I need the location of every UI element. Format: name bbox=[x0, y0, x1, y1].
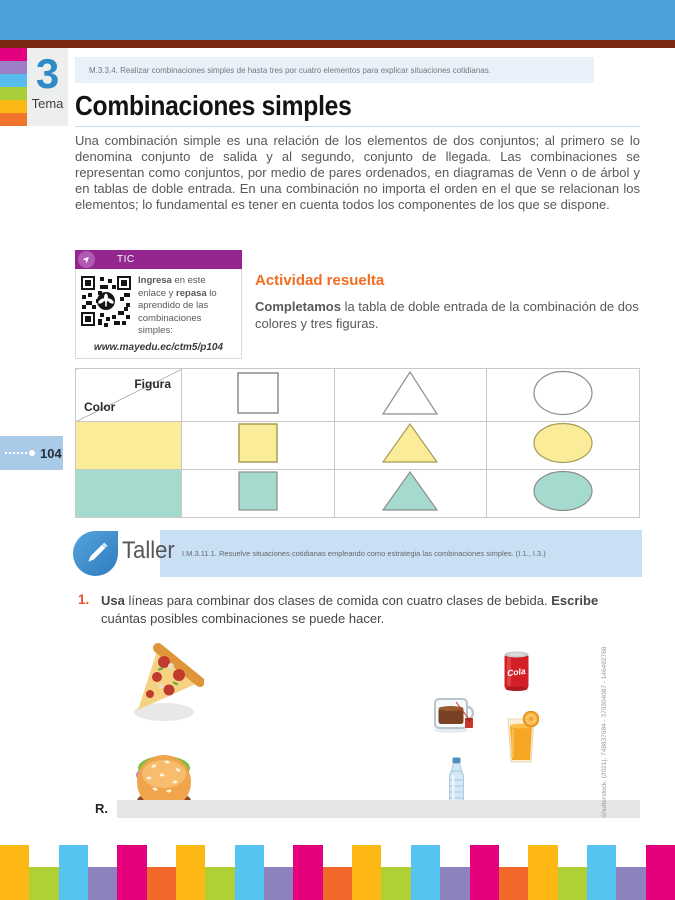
top-blue-band bbox=[0, 0, 675, 40]
curriculum-standard-box bbox=[75, 57, 594, 83]
footer-bar-green bbox=[381, 867, 410, 900]
header-circle-cell bbox=[487, 369, 640, 422]
double-entry-table bbox=[75, 368, 640, 518]
exercise-number: 1. bbox=[78, 592, 90, 607]
teal-triangle-icon bbox=[381, 470, 439, 512]
maroon-band bbox=[0, 40, 675, 48]
photo-credit: Shutterstock, (2021), 748837684 - 370304087 - 146492768 bbox=[601, 646, 608, 818]
taller-label: Taller bbox=[122, 537, 175, 564]
tic-label: TIC bbox=[117, 254, 135, 265]
footer-bar-sky-blue bbox=[235, 845, 264, 900]
teal-square-icon bbox=[237, 471, 279, 511]
answer-label: R. bbox=[95, 801, 108, 816]
tea-icon[interactable] bbox=[430, 694, 478, 734]
tema-strip-square-yellow bbox=[0, 100, 27, 113]
tema-strip-square-purple bbox=[0, 61, 27, 74]
tema-strip-square-sky-blue bbox=[0, 74, 27, 87]
yellow-square-cell bbox=[182, 422, 335, 470]
tic-header bbox=[75, 250, 242, 269]
cola-can-icon[interactable] bbox=[503, 649, 530, 693]
footer-bar-purple bbox=[440, 867, 469, 900]
tema-strip-square-green bbox=[0, 87, 27, 100]
header-square-cell bbox=[182, 369, 335, 422]
footer-bar-sky-blue bbox=[59, 845, 88, 900]
paper-plane-icon: ➤ bbox=[78, 251, 95, 268]
tic-link[interactable]: www.mayedu.ec/ctm5/p104 bbox=[93, 341, 224, 353]
footer-bar-yellow bbox=[0, 845, 29, 900]
footer-bar-magenta bbox=[293, 845, 322, 900]
square-outline-icon bbox=[236, 371, 280, 415]
footer-bar-purple bbox=[616, 867, 645, 900]
orange-juice-icon[interactable] bbox=[503, 711, 539, 765]
footer-bar-yellow bbox=[352, 845, 381, 900]
leader-dot bbox=[29, 450, 35, 456]
qr-code bbox=[80, 275, 132, 327]
tic-body bbox=[75, 269, 242, 359]
title-rule bbox=[75, 126, 640, 127]
page-title: Combinaciones simples bbox=[75, 90, 352, 121]
yellow-circle-cell bbox=[487, 422, 640, 470]
page-number-tab bbox=[0, 436, 63, 470]
footer-bar-orange bbox=[147, 867, 176, 900]
yellow-square-icon bbox=[237, 423, 279, 463]
yellow-triangle-cell bbox=[334, 422, 487, 470]
row-teal-cell bbox=[76, 470, 182, 518]
row-yellow-cell bbox=[76, 422, 182, 470]
table-corner-cell bbox=[76, 369, 182, 422]
triangle-outline-icon bbox=[381, 370, 439, 416]
footer-bar-purple bbox=[88, 867, 117, 900]
tema-color-strip bbox=[0, 48, 27, 126]
tema-label: Tema bbox=[31, 96, 64, 111]
footer-bar-orange bbox=[499, 867, 528, 900]
yellow-triangle-icon bbox=[381, 422, 439, 464]
tic-box bbox=[75, 250, 242, 359]
footer-bar-sky-blue bbox=[587, 845, 616, 900]
footer-bar-purple bbox=[264, 867, 293, 900]
pencil-icon bbox=[73, 531, 118, 576]
activity-lead: Completamos la tabla de doble entrada de la combinación de dos colores y tres figuras. bbox=[255, 299, 639, 331]
circle-outline-icon bbox=[532, 370, 594, 416]
taller-banner bbox=[160, 530, 642, 577]
footer-bars bbox=[0, 845, 675, 900]
footer-bar-yellow bbox=[176, 845, 205, 900]
corner-figura-label: Figura bbox=[134, 377, 171, 391]
footer-bar-yellow bbox=[528, 845, 557, 900]
footer-bar-green bbox=[205, 867, 234, 900]
page-number: 104 bbox=[40, 445, 62, 461]
footer-bar-magenta bbox=[117, 845, 146, 900]
solved-activity bbox=[255, 272, 647, 332]
footer-bar-magenta bbox=[470, 845, 499, 900]
yellow-circle-icon bbox=[532, 422, 594, 464]
tic-text: Ingresa en este enlace y repasa lo aprendido de las combinaciones simples: bbox=[138, 275, 217, 336]
answer-blank-line[interactable] bbox=[117, 800, 640, 818]
taller-standard-text: I.M.3.11.1. Resuelve situaciones cotidianas empleando como estrategia las combinaciones simples. (I.1., I.3.) bbox=[182, 549, 546, 558]
teal-triangle-cell bbox=[334, 470, 487, 518]
dotted-leader bbox=[5, 452, 27, 454]
intro-paragraph: Una combinación simple es una relación de los elementos de dos conjuntos; al primero se lo denomina conjunto de salida y al segundo, conjunto de llegada. Las combinaciones se representan como conjuntos, por medio de pares ordenados, en diagramas de Venn o de árbol y en tablas de doble entrada. En una combinación no importa el orden en el que se relacionan los elementos; lo fundamental es tener en cuenta todos los componentes de los que se dispone. bbox=[75, 133, 640, 212]
teal-square-cell bbox=[182, 470, 335, 518]
tema-strip-square-magenta bbox=[0, 48, 27, 61]
corner-color-label: Color bbox=[84, 400, 116, 414]
tema-strip-square-orange bbox=[0, 113, 27, 126]
tema-tab bbox=[27, 48, 68, 126]
orange-slice bbox=[524, 712, 539, 727]
exercise-instruction: Usa líneas para combinar dos clases de comida con cuatro clases de bebida. Escribe cuántas posibles combinaciones se puede hacer. bbox=[101, 593, 599, 626]
footer-bar-green bbox=[558, 867, 587, 900]
teal-circle-icon bbox=[532, 470, 594, 512]
activity-heading: Actividad resuelta bbox=[255, 272, 385, 289]
footer-bar-magenta bbox=[646, 845, 675, 900]
footer-bar-orange bbox=[323, 867, 352, 900]
curriculum-standard-text: M.3.3.4. Realizar combinaciones simples de hasta tres por cuatro elementos para explicar situaciones cotidianas. bbox=[89, 65, 491, 75]
cola-label: Cola bbox=[506, 665, 527, 679]
header-triangle-cell bbox=[334, 369, 487, 422]
tema-number: 3 bbox=[35, 50, 60, 97]
footer-bar-sky-blue bbox=[411, 845, 440, 900]
qr-center-logo bbox=[97, 292, 115, 310]
teal-circle-cell bbox=[487, 470, 640, 518]
footer-bar-green bbox=[29, 867, 58, 900]
pizza-icon[interactable] bbox=[124, 642, 204, 726]
